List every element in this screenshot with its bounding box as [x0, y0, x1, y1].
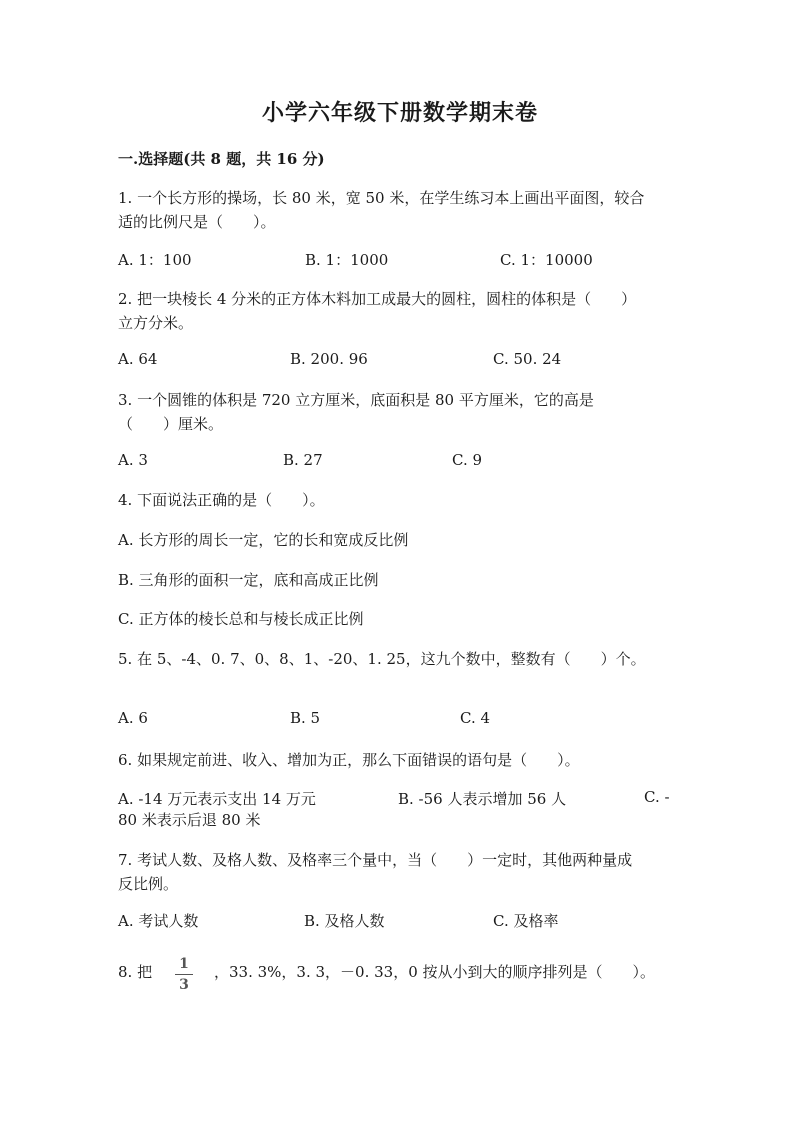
- question-1-line-2: 适的比例尺是（ ）。: [118, 213, 276, 231]
- question-3-option-a: A. 3: [118, 451, 148, 469]
- fraction-bar: [175, 974, 193, 975]
- question-6-option-c: C. -: [644, 788, 670, 806]
- question-3-option-b: B. 27: [283, 451, 323, 469]
- question-6-option-c-continued: 80 米表示后退 80 米: [118, 811, 261, 829]
- question-7-line-2: 反比例。: [118, 875, 179, 893]
- question-6-option-b: B. -56 人表示增加 56 人: [398, 790, 567, 808]
- question-4-option-c: C. 正方体的棱长总和与棱长成正比例: [118, 610, 364, 628]
- question-2-option-c: C. 50. 24: [493, 350, 562, 368]
- question-7-option-b: B. 及格人数: [304, 912, 385, 930]
- question-2-line-1: 2. 把一块棱长 4 分米的正方体木料加工成最大的圆柱，圆柱的体积是（ ）: [118, 290, 637, 308]
- question-7-line-1: 7. 考试人数、及格人数、及格率三个量中，当（ ）一定时，其他两种量成: [118, 851, 633, 869]
- question-4-option-a: A. 长方形的周长一定，它的长和宽成反比例: [118, 531, 409, 549]
- question-1-option-b: B. 1：1000: [305, 251, 389, 269]
- question-2-option-a: A. 64: [118, 350, 158, 368]
- fraction-numerator: 1: [179, 956, 189, 972]
- page-title: 小学六年级下册数学期末卷: [261, 100, 538, 126]
- question-1-option-c: C. 1：10000: [500, 251, 593, 269]
- question-6-option-a: A. -14 万元表示支出 14 万元: [118, 790, 316, 808]
- question-5-option-a: A. 6: [118, 709, 148, 727]
- question-8-prefix: 8. 把: [118, 963, 153, 981]
- question-5-line-1: 5. 在 5、-4、0. 7、0、8、1、-20、1. 25，这九个数中，整数有（ ）个。: [118, 650, 646, 668]
- fraction-denominator: 3: [179, 977, 189, 993]
- question-7-option-a: A. 考试人数: [118, 912, 199, 930]
- question-4-line-1: 4. 下面说法正确的是（ ）。: [118, 491, 325, 509]
- fraction-one-third: [175, 956, 193, 993]
- question-1-option-a: A. 1：100: [118, 251, 192, 269]
- question-5-option-b: B. 5: [290, 709, 321, 727]
- question-2-line-2: 立方分米。: [118, 314, 194, 332]
- question-1-line-1: 1. 一个长方形的操场，长 80 米，宽 50 米，在学生练习本上画出平面图，较合: [118, 189, 645, 207]
- question-3-line-2: （ ）厘米。: [118, 415, 224, 433]
- question-6-line-1: 6. 如果规定前进、收入、增加为正，那么下面错误的语句是（ ）。: [118, 751, 580, 769]
- question-3-option-c: C. 9: [452, 451, 483, 469]
- question-8-suffix: ，33. 3%，3. 3，－0. 33，0 按从小到大的顺序排列是（ ）。: [214, 963, 656, 981]
- question-7-option-c: C. 及格率: [493, 912, 559, 930]
- section-heading: 一.选择题(共 8 题，共 16 分): [118, 150, 325, 168]
- question-3-line-1: 3. 一个圆锥的体积是 720 立方厘米，底面积是 80 平方厘米，它的高是: [118, 391, 594, 409]
- question-4-option-b: B. 三角形的面积一定，底和高成正比例: [118, 571, 379, 589]
- question-5-option-c: C. 4: [460, 709, 491, 727]
- question-2-option-b: B. 200. 96: [290, 350, 368, 368]
